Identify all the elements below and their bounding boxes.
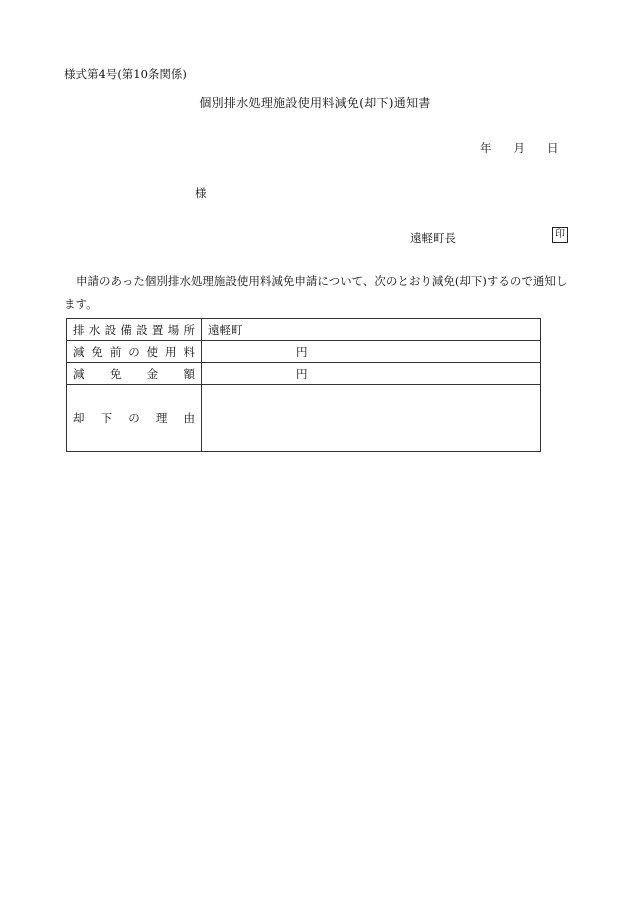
label-char: 却: [73, 411, 85, 425]
label-char: 水: [88, 322, 101, 337]
label-char: 用: [165, 344, 177, 359]
label-char: 金: [146, 366, 159, 381]
seal-box: 印: [552, 227, 568, 243]
label-text: [73, 366, 195, 382]
table-row: [67, 385, 541, 452]
label-char: 設: [136, 322, 148, 337]
label-char: 額: [183, 366, 195, 381]
label-char: 理: [155, 411, 168, 425]
date-month: 月: [513, 141, 525, 155]
row-label-fee-before: [67, 341, 202, 363]
label-text: [73, 410, 195, 426]
row-label-rejection-reason: [67, 385, 202, 452]
label-char: 減: [73, 344, 85, 359]
label-char: の: [128, 411, 140, 425]
label-char: 由: [183, 411, 195, 425]
row-value-location: 遠軽町: [202, 319, 541, 341]
row-label-reduction-amount: [67, 363, 202, 385]
label-char: 前: [109, 344, 122, 359]
row-value-fee-before: [202, 341, 541, 363]
table-row: [67, 341, 541, 363]
yen-unit: 円: [296, 366, 308, 381]
row-label-location: [67, 319, 202, 341]
row-value-rejection-reason: [202, 385, 541, 452]
date-line: [480, 140, 559, 156]
notice-body: 申請のあった個別排水処理施設使用料減免申請について、次のとおり減免(却下)するので通知します。: [64, 274, 568, 311]
label-char: の: [128, 344, 140, 359]
label-char: 設: [104, 322, 117, 337]
date-day: 日: [547, 141, 559, 155]
document-title: 個別排水処理施設使用料減免(却下)通知書: [199, 96, 431, 110]
table-row: [67, 319, 541, 341]
label-char: 減: [73, 366, 85, 381]
label-char: 免: [109, 366, 122, 381]
label-char: 所: [183, 322, 195, 337]
issuer-name: 遠軽町長: [410, 231, 456, 245]
table-row: [67, 363, 541, 385]
label-char: 免: [91, 344, 103, 359]
label-text: [73, 322, 195, 338]
label-char: 排: [73, 322, 85, 337]
date-year: 年: [480, 141, 492, 155]
info-table: [66, 318, 541, 452]
label-char: 備: [120, 322, 132, 337]
label-text: [73, 344, 195, 360]
label-char: 場: [167, 322, 180, 337]
label-char: 料: [183, 344, 195, 359]
label-char: 下: [100, 411, 113, 425]
label-char: 置: [151, 322, 164, 337]
row-value-reduction-amount: [202, 363, 541, 385]
form-number: 様式第4号(第10条関係): [64, 67, 187, 81]
addressee-suffix: 様: [195, 186, 207, 200]
yen-unit: 円: [296, 344, 308, 359]
label-char: 使: [146, 344, 159, 359]
